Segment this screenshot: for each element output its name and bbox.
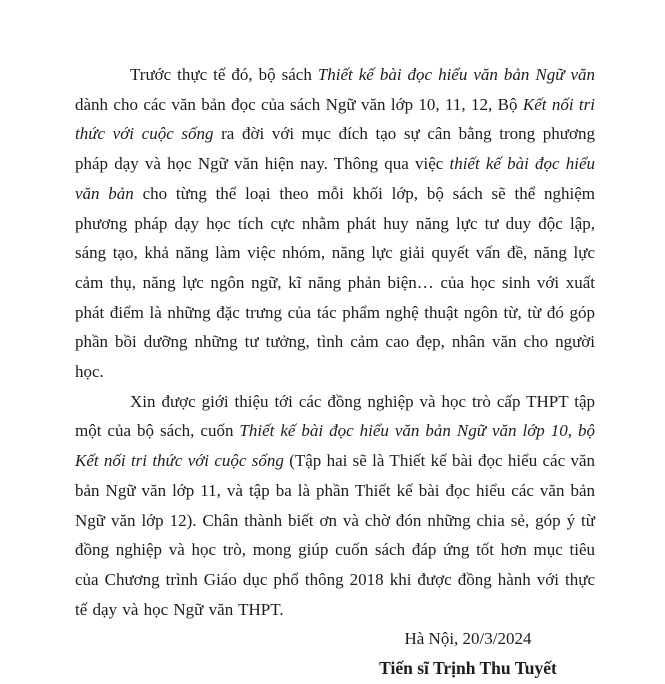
text-run-italic: Thiết kế bài đọc hiểu văn bản Ngữ văn [317, 65, 595, 84]
text-run-italic: Kết nối tri thức với cuộc sống [75, 94, 595, 144]
text-run: (Tập hai sẽ là Thiết kế bài đọc hiểu các văn bản Ngữ văn lớp 11, và tập ba là phần Thiết kế bài đọc hiểu các văn bản Ngữ văn lớp 12). Chân thành biết ơn và chờ đón những chia sẻ, góp ý từ đồng nghiệp và học trò, mong giúp cuốn sách đáp ứng tốt hơn mục tiêu của Chương trình Giáo dục phổ thông 2018 khi được đồng hành với thực tế dạy và học Ngữ văn THPT. [75, 451, 596, 619]
text-run: Trước thực tế đó, bộ sách [130, 65, 318, 84]
signature-block [341, 624, 595, 683]
paragraph-1 [75, 60, 595, 387]
text-run-italic: Thiết kế bài đọc hiểu văn bản Ngữ văn lớp 10, bộ Kết nối tri thức với cuộc sống [75, 421, 595, 471]
paragraph-2 [75, 387, 595, 625]
signature-author: Tiến sĩ Trịnh Thu Tuyết [379, 658, 557, 679]
signature-place-date: Hà Nội, 20/3/2024 [404, 629, 532, 649]
text-run: cho từng thể loại theo mỗi khối lớp, bộ sách sẽ thể nghiệm phương pháp dạy học tích cực nhằm phát huy năng lực tư duy độc lập, sáng tạo, khả năng làm việc nhóm, năng lực giải quyết vấn đề, năng lực cảm thụ, năng lực ngôn ngữ, kĩ năng phản biện… của học sinh với xuất phát điểm là những đặc trưng của tác phẩm nghệ thuật ngôn từ, từ đó góp phần bồi dưỡng những tư tưởng, tình cảm cao đẹp, nhân văn cho người học. [75, 183, 595, 382]
document-body [75, 60, 595, 624]
text-run: ra đời với mục đích tạo sự cân bằng trong phương pháp dạy và học Ngữ văn hiện nay. Thông qua việc [75, 124, 595, 174]
text-run: Xin được giới thiệu tới các đồng nghiệp và học trò cấp THPT tập một của bộ sách, cuốn [75, 391, 595, 441]
text-run: dành cho các văn bản đọc của sách Ngữ văn lớp 10, 11, 12, Bộ [75, 94, 523, 114]
text-run-italic: thiết kế bài đọc hiểu văn bản [75, 154, 596, 203]
